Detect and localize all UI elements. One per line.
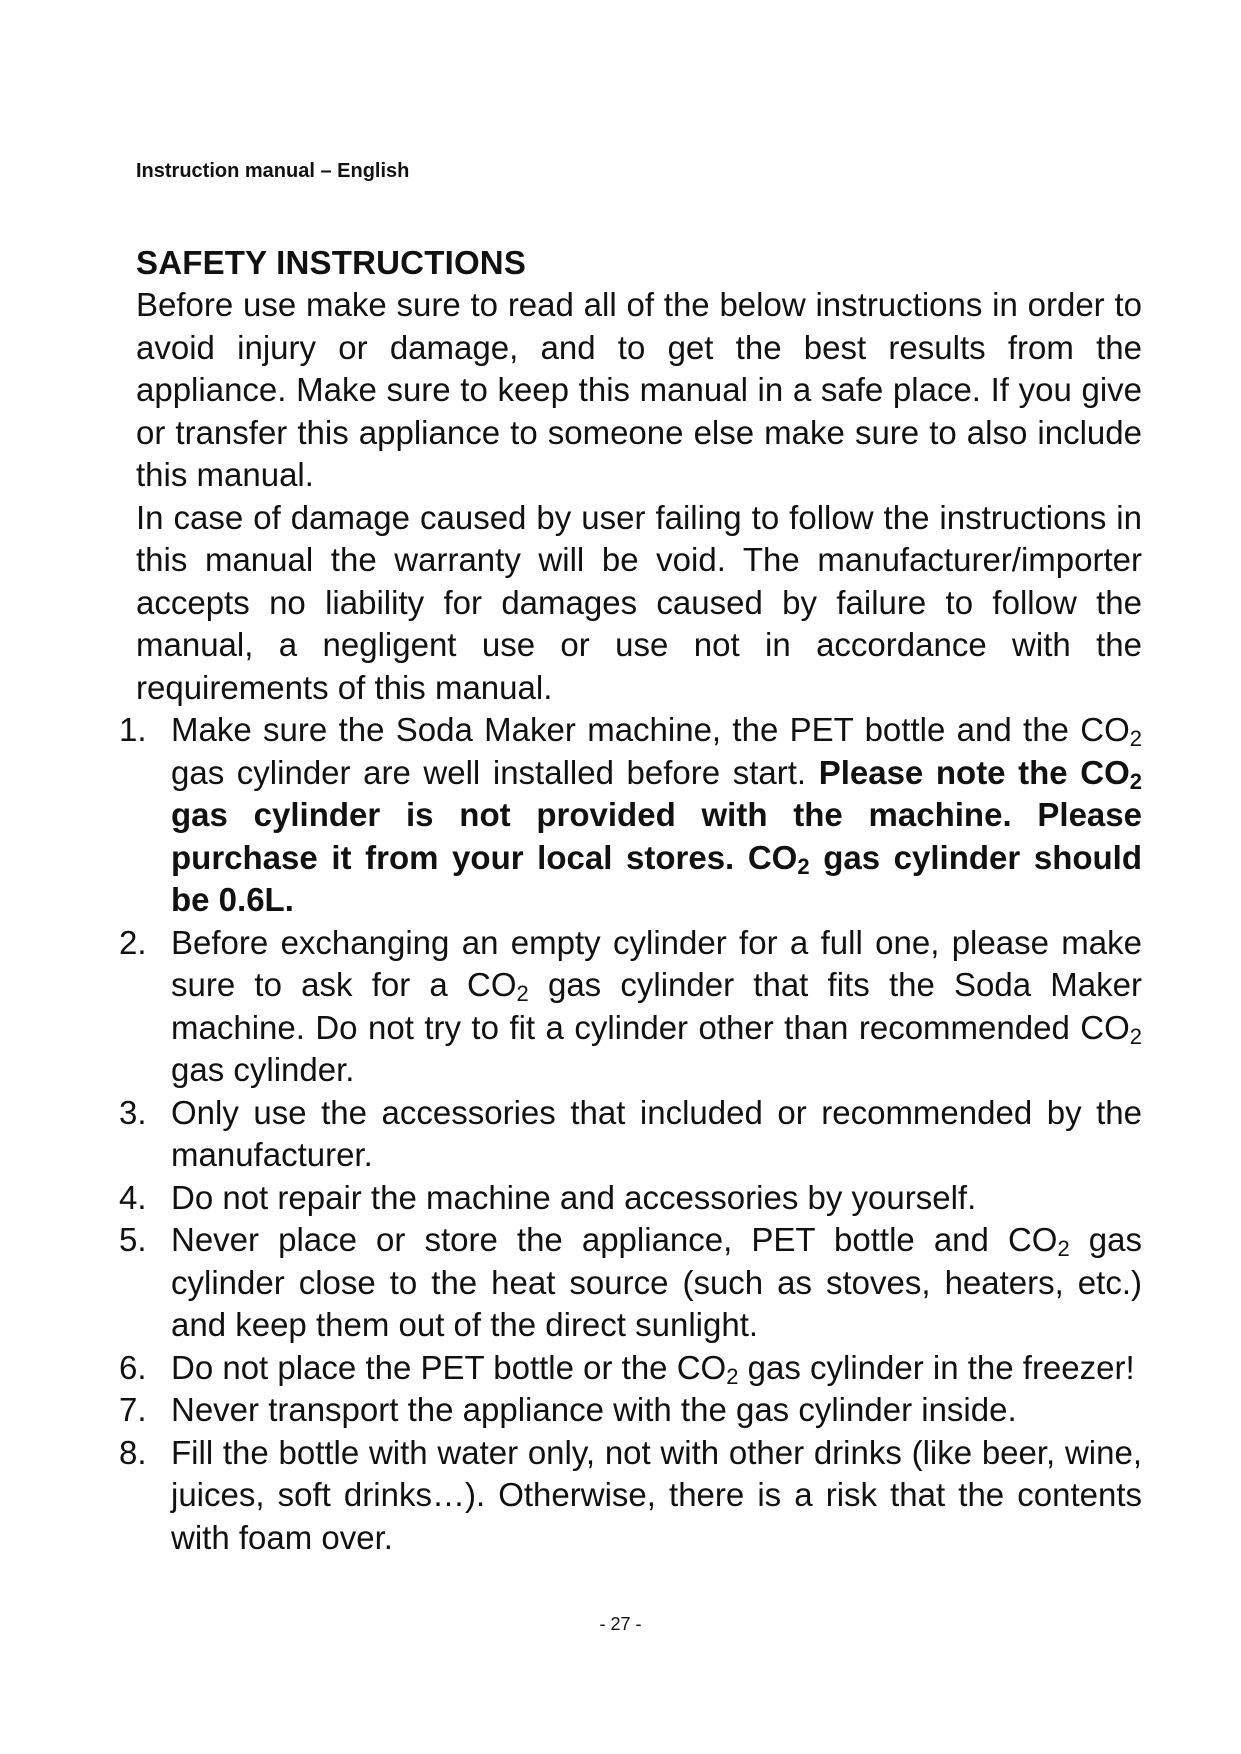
list-item: 7. Never transport the appliance with the gas cylinder inside. (136, 1389, 1142, 1432)
list-item: 1. Make sure the Soda Maker machine, the PET bottle and the $CO_2$ gas cylinder are well installed before start. Please note the $CO_2$ gas cylinder is not provided with the machine. Please purchase it from your local stores. $CO_2$ gas cylinder should be 0.6L. (119, 711, 1143, 918)
section-title: SAFETY INSTRUCTIONS (136, 244, 527, 281)
list-item: 8. Fill the bottle with water only, not with other drinks (like beer, wine, juices, soft drinks…). Otherwise, there is a risk that the contents with foam over. (119, 1433, 1142, 1556)
item-number: 7. (119, 1391, 147, 1428)
co2-label: $CO_2$ (676, 1348, 739, 1389)
page-number: - 27 - (599, 1614, 642, 1634)
item-number: 1. (119, 711, 147, 748)
co2-label: $CO_2$ (1007, 1221, 1070, 1261)
co2-label: $CO_2$ (467, 966, 529, 1006)
item-number: 8. (119, 1433, 147, 1471)
item-number: 5. (119, 1221, 147, 1258)
item-number: 3. (119, 1093, 147, 1131)
list-item: 2. Before exchanging an empty cylinder for a full one, please make sure to ask for a $CO_2$ gas cylinder that fits the Soda Maker machine. Do not try to fit a cylinder other than recommended $CO_2$ gas cylinder. (119, 923, 1142, 1088)
list-item: 3. Only use the accessories that included or recommended by the manufacturer. (119, 1093, 1142, 1173)
co2-label: $CO_2$ (1080, 753, 1142, 794)
item-number: 6. (119, 1348, 147, 1386)
co2-label: $CO_2$ (1080, 711, 1142, 751)
item-number: 4. (119, 1178, 147, 1216)
warranty-paragraph: In case of damage caused by user failing to follow the instructions in this manual the warranty will be void. The manufacturer/importer accepts no liability for damages caused by failure to follow the manual, a negligent use or use not in accordance with the requirements of this manual. (136, 498, 1142, 706)
intro-paragraph: Before use make sure to read all of the below instructions in order to avoid injury or damage, and to get the best results from the appliance. Make sure to keep this manual in a safe place. If you give or transfer this appliance to someone else make sure to also include this manual. (136, 286, 1142, 493)
instruction-list (119, 709, 1143, 1559)
section-body (119, 284, 1143, 1559)
page-header: Instruction manual – English (136, 160, 410, 182)
list-item: 6. Do not place the PET bottle or the $CO_2$ gas cylinder in the freezer! (119, 1348, 1135, 1389)
co2-label: $CO_2$ (747, 838, 810, 879)
list-item: 4. Do not repair the machine and accessories by yourself. (136, 1177, 1142, 1220)
item-number: 2. (119, 923, 147, 961)
list-item: 5. Never place or store the appliance, PET bottle and $CO_2$ gas cylinder close to the heat source (such as stoves, heaters, etc.) and keep them out of the direct sunlight. (119, 1221, 1142, 1343)
co2-label: $CO_2$ (1080, 1008, 1142, 1049)
